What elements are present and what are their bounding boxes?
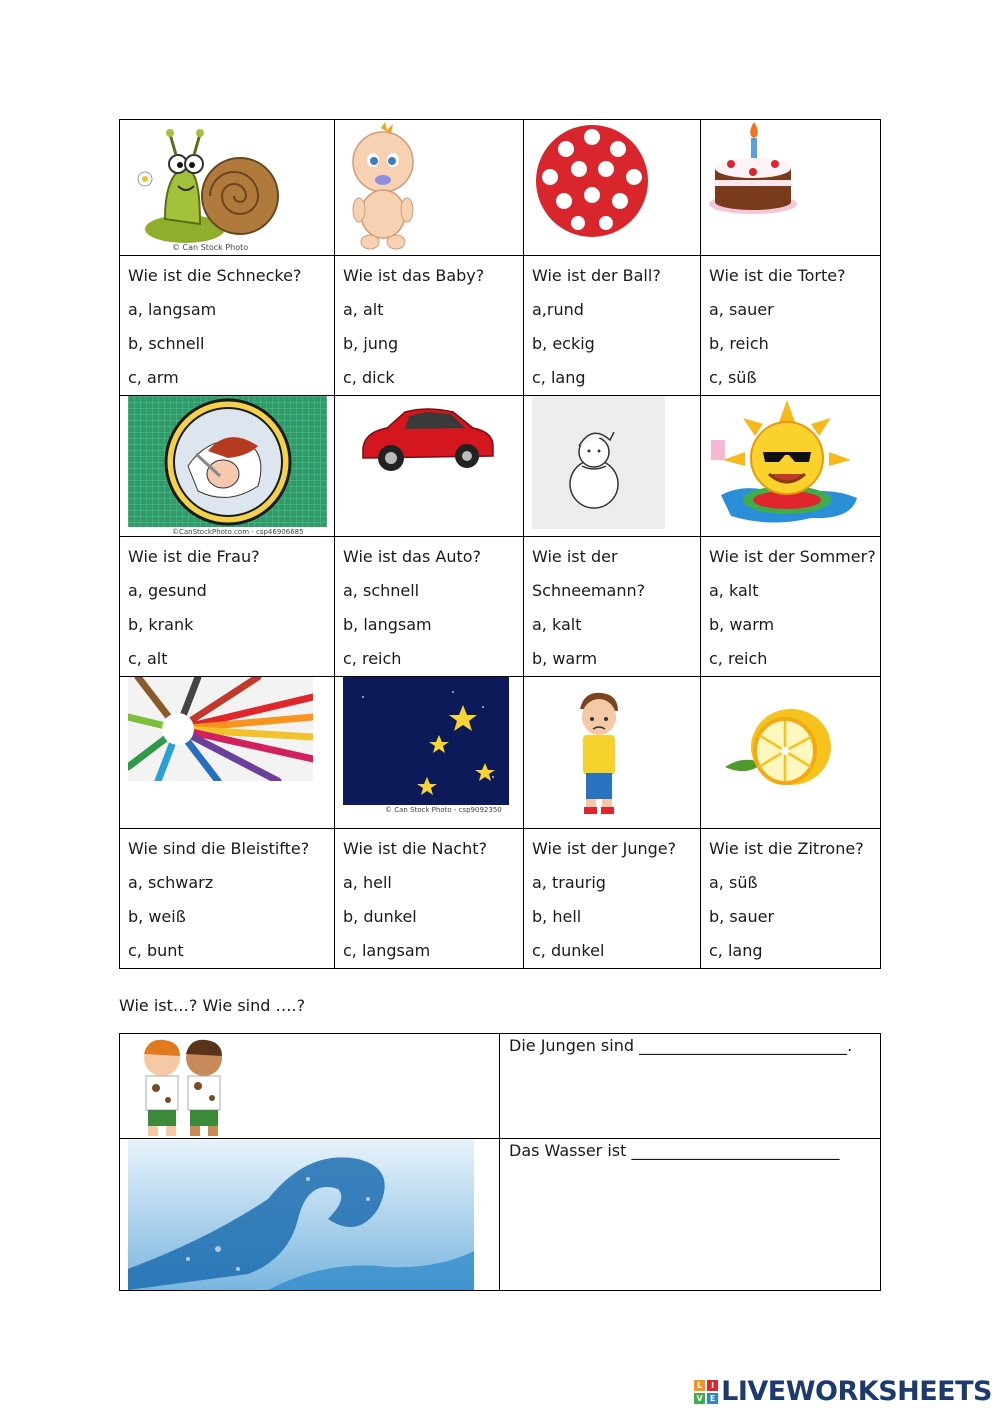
question-nacht <box>335 829 524 969</box>
answer-option-b[interactable]: b, warm <box>532 649 598 668</box>
question-title: Wie ist die Torte? <box>709 266 846 285</box>
sick-woman-image <box>128 396 327 527</box>
sun-image <box>711 400 863 532</box>
cell-fill-jungen <box>500 1034 881 1139</box>
cell-fill-wasser <box>500 1139 881 1291</box>
question-sommer <box>701 537 881 677</box>
answer-option-c[interactable]: c, lang <box>709 941 763 960</box>
watermark-snail: © Can Stock Photo <box>172 243 249 252</box>
answer-option-b[interactable]: b, weiß <box>128 907 186 926</box>
answer-option-b[interactable]: b, hell <box>532 907 582 926</box>
cell-dirty-boys <box>120 1034 500 1139</box>
question-title: Wie ist der Ball? <box>532 266 661 285</box>
question-title: Wie ist das Baby? <box>343 266 485 285</box>
question-torte <box>701 256 881 396</box>
question-zitrone <box>701 829 881 969</box>
answer-option-c[interactable]: c, lang <box>532 368 586 387</box>
night-image <box>343 677 509 805</box>
logo-letter-e: E <box>707 1393 718 1404</box>
water-wave-image <box>128 1139 474 1290</box>
answer-option-c[interactable]: c, süß <box>709 368 757 387</box>
cell-car <box>335 396 524 537</box>
dirty-boys-image <box>128 1034 240 1138</box>
answer-option-c[interactable]: c, reich <box>709 649 768 668</box>
question-title: Wie ist die Frau? <box>128 547 260 566</box>
answer-option-a[interactable]: a,rund <box>532 300 584 319</box>
question-title: Wie ist die Nacht? <box>343 839 487 858</box>
cell-snail <box>120 120 335 256</box>
question-title: Wie ist die Zitrone? <box>709 839 864 858</box>
answer-option-a[interactable]: a, kalt <box>532 615 582 634</box>
answer-option-b[interactable]: b, sauer <box>709 907 775 926</box>
snail-image <box>130 124 280 250</box>
question-title-continued: Schneemann? <box>532 581 646 600</box>
question-title: Wie ist das Auto? <box>343 547 482 566</box>
question-baby <box>335 256 524 396</box>
sad-boy-image <box>574 689 624 817</box>
answer-option-a[interactable]: a, schnell <box>343 581 420 600</box>
ball-image <box>534 123 650 239</box>
answer-option-a[interactable]: a, gesund <box>128 581 207 600</box>
answer-option-c[interactable]: c, alt <box>128 649 168 668</box>
cell-sun <box>701 396 881 537</box>
answer-option-c[interactable]: c, dick <box>343 368 395 387</box>
cell-pencils <box>120 677 335 829</box>
snowman-image <box>532 396 665 529</box>
answer-option-c[interactable]: c, bunt <box>128 941 184 960</box>
question-frau <box>120 537 335 677</box>
watermark-night: © Can Stock Photo - csp9092350 <box>385 806 502 814</box>
answer-option-c[interactable]: c, reich <box>343 649 402 668</box>
answer-option-a[interactable]: a, schwarz <box>128 873 214 892</box>
answer-option-b[interactable]: b, krank <box>128 615 194 634</box>
answer-option-a[interactable]: a, süß <box>709 873 758 892</box>
answer-option-b[interactable]: b, schnell <box>128 334 205 353</box>
cell-lemon <box>701 677 881 829</box>
answer-option-b[interactable]: b, reich <box>709 334 769 353</box>
answer-option-b[interactable]: b, dunkel <box>343 907 417 926</box>
fill-in-sentence-wasser[interactable]: Das Wasser ist __________________________ <box>509 1141 840 1160</box>
question-title: Wie ist die Schnecke? <box>128 266 302 285</box>
answer-option-c[interactable]: c, arm <box>128 368 179 387</box>
answer-option-c[interactable]: c, langsam <box>343 941 431 960</box>
answer-option-a[interactable]: a, sauer <box>709 300 774 319</box>
answer-option-a[interactable]: a, alt <box>343 300 384 319</box>
fill-in-sentence-jungen[interactable]: Die Jungen sind __________________________. <box>509 1036 853 1055</box>
answer-option-a[interactable]: a, kalt <box>709 581 759 600</box>
watermark-sick-woman: ©CanStockPhoto.com - csp46906685 <box>172 528 304 536</box>
question-bleistifte <box>120 829 335 969</box>
answer-option-a[interactable]: a, hell <box>343 873 392 892</box>
answer-option-b[interactable]: b, eckig <box>532 334 595 353</box>
cell-night <box>335 677 524 829</box>
answer-option-a[interactable]: a, langsam <box>128 300 217 319</box>
question-auto <box>335 537 524 677</box>
answer-option-a[interactable]: a, traurig <box>532 873 606 892</box>
cell-water <box>120 1139 500 1291</box>
cell-baby <box>335 120 524 256</box>
question-schneemann <box>524 537 701 677</box>
logo-letter-i: I <box>707 1380 718 1391</box>
question-schnecke <box>120 256 335 396</box>
cell-sick-woman <box>120 396 335 537</box>
cake-image <box>707 120 799 216</box>
section-heading: Wie ist…? Wie sind ….? <box>119 996 306 1015</box>
car-image <box>357 402 497 478</box>
logo-mark <box>694 1380 718 1404</box>
logo-letter-l: L <box>694 1380 705 1391</box>
answer-option-b[interactable]: b, langsam <box>343 615 432 634</box>
answer-option-c[interactable]: c, dunkel <box>532 941 605 960</box>
logo-letter-v: V <box>694 1393 705 1404</box>
cell-sad-boy <box>524 677 701 829</box>
pencils-image <box>128 677 313 781</box>
logo-text: LIVEWORKSHEETS <box>721 1376 992 1407</box>
answer-option-b[interactable]: b, warm <box>709 615 775 634</box>
answer-option-b[interactable]: b, jung <box>343 334 399 353</box>
question-title: Wie sind die Bleistifte? <box>128 839 310 858</box>
baby-image <box>343 122 423 254</box>
question-ball <box>524 256 701 396</box>
fill-in-table <box>119 1033 881 1291</box>
question-title: Wie ist der Sommer? <box>709 547 876 566</box>
question-title: Wie ist der <box>532 547 618 566</box>
cell-ball <box>524 120 701 256</box>
cell-cake <box>701 120 881 256</box>
question-junge <box>524 829 701 969</box>
question-title: Wie ist der Junge? <box>532 839 677 858</box>
liveworksheets-logo <box>694 1376 992 1407</box>
cell-snowman <box>524 396 701 537</box>
quiz-table <box>119 119 881 969</box>
lemon-image <box>723 707 835 789</box>
